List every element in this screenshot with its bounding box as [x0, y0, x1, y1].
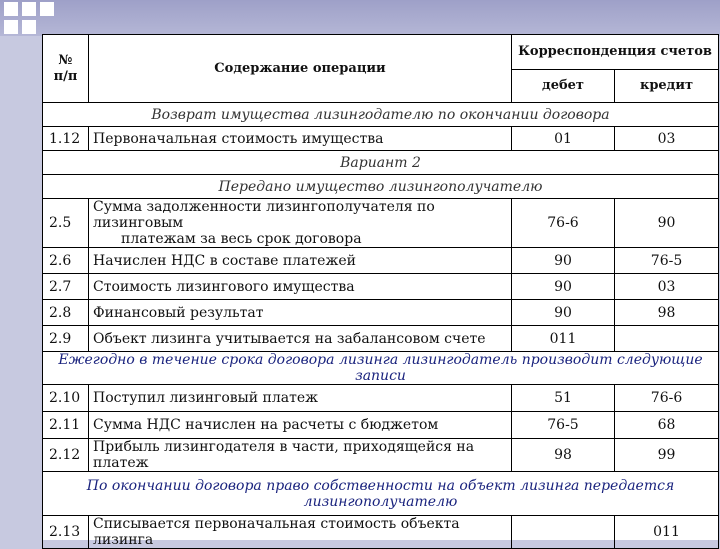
row-debit: 76-6 — [512, 199, 615, 248]
row-credit: 011 — [615, 516, 719, 549]
table-row — [43, 274, 719, 300]
row-debit — [512, 516, 615, 549]
table-row — [43, 326, 719, 352]
section-row — [43, 175, 719, 199]
table-row — [43, 516, 719, 549]
row-num: 2.13 — [43, 516, 89, 549]
row-text: Списывается первоначальная стоимость объекта лизинга — [89, 516, 512, 549]
table-row — [43, 439, 719, 472]
section-title: Возврат имущества лизингодателю по окончании договора — [43, 103, 719, 127]
row-credit: 99 — [615, 439, 719, 472]
top-banner — [0, 0, 720, 36]
table-row — [43, 199, 719, 248]
row-text: Первоначальная стоимость имущества — [89, 127, 512, 151]
row-credit: 98 — [615, 300, 719, 326]
row-debit: 01 — [512, 127, 615, 151]
row-debit: 51 — [512, 385, 615, 412]
row-num: 2.9 — [43, 326, 89, 352]
row-credit: 03 — [615, 274, 719, 300]
row-text: Стоимость лизингового имущества — [89, 274, 512, 300]
row-debit: 90 — [512, 248, 615, 274]
row-num: 2.7 — [43, 274, 89, 300]
row-debit: 90 — [512, 300, 615, 326]
row-num: 2.6 — [43, 248, 89, 274]
row-num: 2.11 — [43, 412, 89, 439]
header-content: Содержание операции — [89, 35, 512, 103]
row-credit: 76-5 — [615, 248, 719, 274]
row-num: 2.10 — [43, 385, 89, 412]
section-row — [43, 103, 719, 127]
row-num: 1.12 — [43, 127, 89, 151]
section-title: По окончании договора право собственности на объект лизинга передается лизингополучателю — [43, 472, 719, 516]
section-row — [43, 151, 719, 175]
header-debit: дебет — [512, 70, 615, 103]
row-text: Сумма НДС начислен на расчеты с бюджетом — [89, 412, 512, 439]
section-row — [43, 352, 719, 385]
row-text: Сумма задолженности лизингополучателя по лизинговым платежам за весь срок договора — [89, 199, 512, 248]
row-text: Поступил лизинговый платеж — [89, 385, 512, 412]
row-credit — [615, 326, 719, 352]
row-num: 2.8 — [43, 300, 89, 326]
section-title: Передано имущество лизингополучателю — [43, 175, 719, 199]
row-credit: 76-6 — [615, 385, 719, 412]
header-correspondence: Корреспонденция счетов — [512, 35, 719, 70]
row-text: Прибыль лизингодателя в части, приходящейся на платеж — [89, 439, 512, 472]
row-text: Финансовый результат — [89, 300, 512, 326]
header-num: № п/п — [43, 35, 89, 103]
header-credit: кредит — [615, 70, 719, 103]
row-num: 2.12 — [43, 439, 89, 472]
table-row — [43, 248, 719, 274]
row-debit: 011 — [512, 326, 615, 352]
table-row — [43, 385, 719, 412]
row-credit: 90 — [615, 199, 719, 248]
section-title: Ежегодно в течение срока договора лизинга лизингодатель производит следующие записи — [43, 352, 719, 385]
variant-title: Вариант 2 — [43, 151, 719, 175]
row-num: 2.5 — [43, 199, 89, 248]
row-credit: 68 — [615, 412, 719, 439]
row-debit: 76-5 — [512, 412, 615, 439]
table-row — [43, 127, 719, 151]
header-row — [43, 35, 719, 70]
row-text: Объект лизинга учитывается на забалансовом счете — [89, 326, 512, 352]
table-row — [43, 412, 719, 439]
row-debit: 98 — [512, 439, 615, 472]
accounting-table — [42, 34, 719, 549]
row-debit: 90 — [512, 274, 615, 300]
row-credit: 03 — [615, 127, 719, 151]
table-row — [43, 300, 719, 326]
section-row — [43, 472, 719, 516]
row-text: Начислен НДС в составе платежей — [89, 248, 512, 274]
